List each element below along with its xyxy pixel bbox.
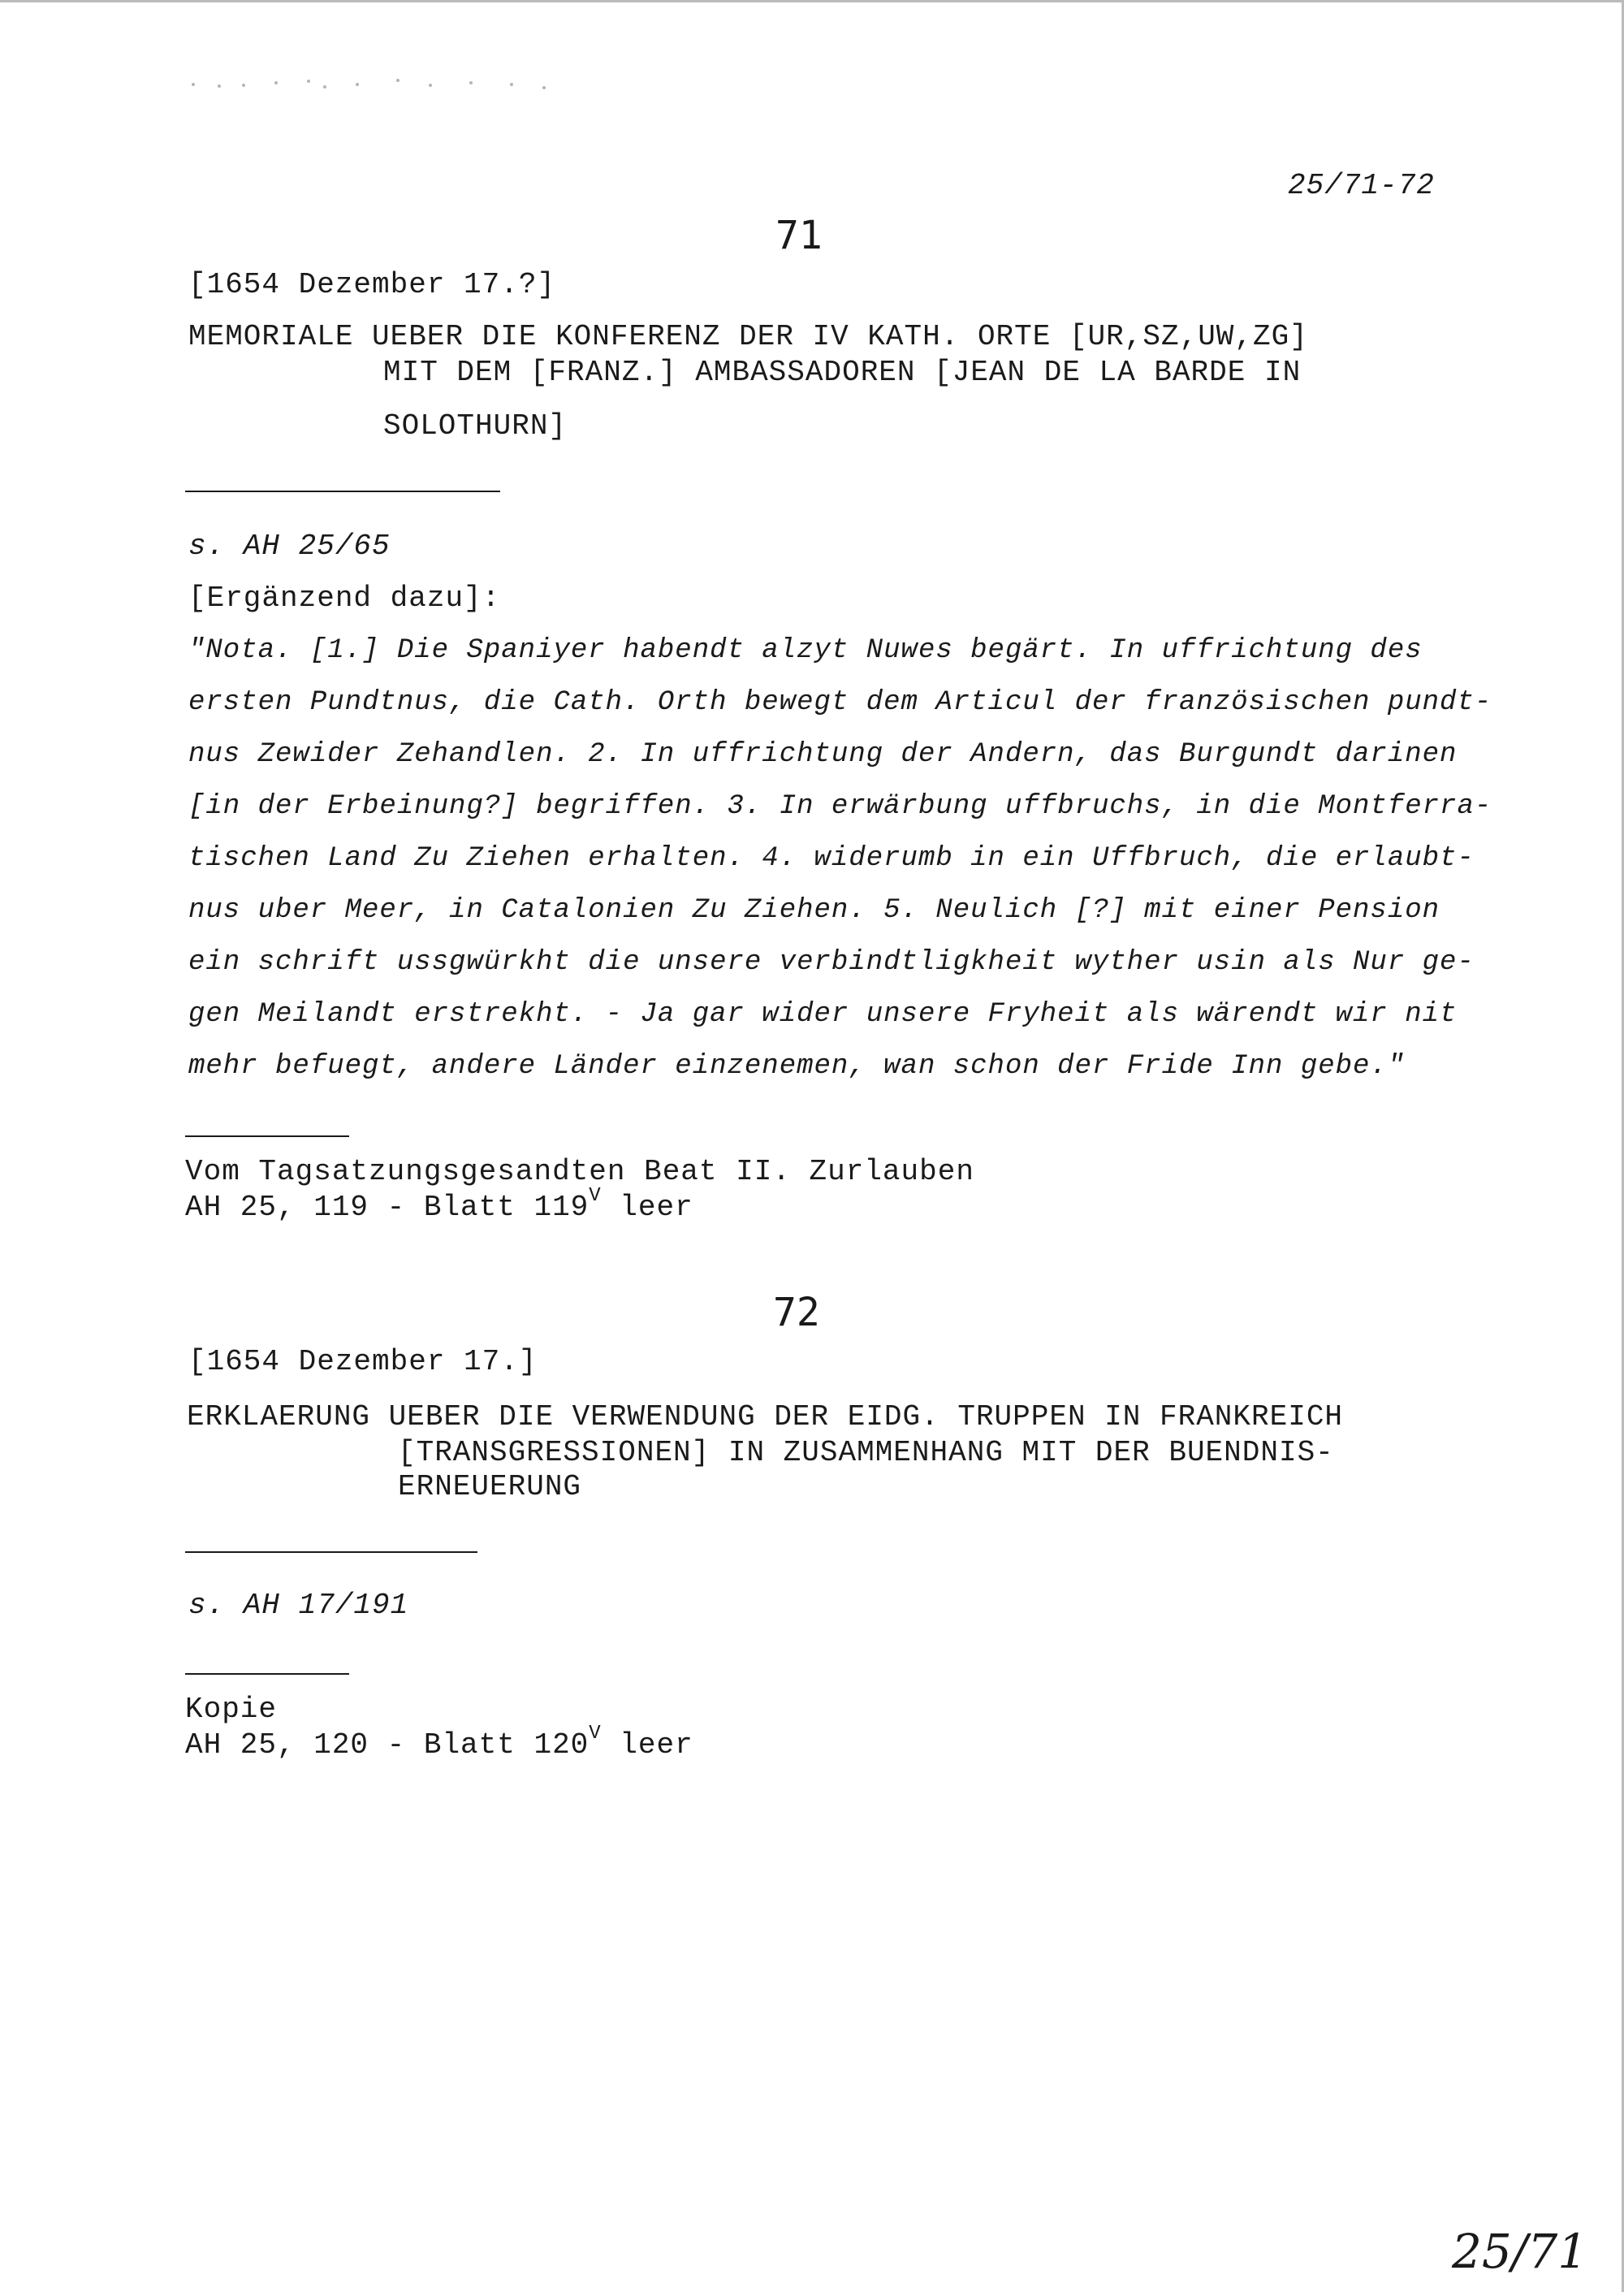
faint-scan-marks bbox=[187, 73, 560, 97]
folio-text: AH 25, 120 - Blatt 120 bbox=[185, 1728, 590, 1762]
entry-title-line: MEMORIALE UEBER DIE KONFERENZ DER IV KATH. ORTE [UR,SZ,UW,ZG] bbox=[188, 320, 1308, 353]
entry-title-line: ERKLAERUNG UEBER DIE VERWENDUNG DER EIDG. TRUPPEN IN FRANKREICH bbox=[187, 1400, 1344, 1434]
folio-suffix: leer bbox=[601, 1728, 693, 1762]
divider-rule bbox=[185, 1551, 477, 1553]
quote-line: ersten Pundtnus, die Cath. Orth bewegt dem Articul der französischen pundt- bbox=[188, 687, 1492, 718]
source-reference: s. AH 17/191 bbox=[188, 1589, 409, 1622]
handwritten-page-mark: 25/71 bbox=[1452, 2224, 1588, 2279]
verso-marker: V bbox=[589, 1723, 602, 1745]
divider-rule bbox=[185, 1135, 349, 1137]
folio-text: AH 25, 119 - Blatt 119 bbox=[185, 1191, 590, 1224]
folio-note bbox=[185, 1723, 693, 1762]
source-reference: s. AH 25/65 bbox=[188, 530, 391, 563]
provenance-note: Kopie bbox=[185, 1693, 278, 1726]
quote-line: ein schrift ussgwürkht die unsere verbindtligkheit wyther usin als Nur ge- bbox=[188, 947, 1475, 978]
quote-line: nus uber Meer, in Catalonien Zu Ziehen. 5. Neulich [?] mit einer Pension bbox=[188, 895, 1440, 926]
entry-title-line: ERNEUERUNG bbox=[398, 1470, 582, 1503]
quote-line: nus Zewider Zehandlen. 2. In uffrichtung der Andern, das Burgundt darinen bbox=[188, 739, 1458, 770]
entry-title-line: MIT DEM [FRANZ.] AMBASSADOREN [JEAN DE LA BARDE IN bbox=[383, 356, 1302, 389]
entry-title-line: SOLOTHURN] bbox=[383, 409, 568, 443]
entry-number-72: 72 bbox=[773, 1290, 820, 1335]
supplement-label: [Ergänzend dazu]: bbox=[188, 582, 501, 615]
quote-line: mehr befuegt, andere Länder einzenemen, wan schon der Fride Inn gebe." bbox=[188, 1051, 1406, 1082]
divider-rule bbox=[185, 491, 500, 492]
entry-date: [1654 Dezember 17.] bbox=[188, 1345, 538, 1378]
scan-edge-top bbox=[0, 0, 1624, 2]
folio-note bbox=[185, 1185, 693, 1224]
entry-title-line: [TRANSGRESSIONEN] IN ZUSAMMENHANG MIT DER BUENDNIS- bbox=[398, 1436, 1334, 1469]
divider-rule bbox=[185, 1673, 349, 1675]
quote-line: tischen Land Zu Ziehen erhalten. 4. widerumb in ein Uffbruch, die erlaubt- bbox=[188, 843, 1475, 874]
entry-number-71: 71 bbox=[775, 213, 823, 258]
archive-reference: 25/71-72 bbox=[1288, 169, 1435, 202]
quote-line: "Nota. [1.] Die Spaniyer habendt alzyt Nuwes begärt. In uffrichtung des bbox=[188, 635, 1423, 666]
provenance-note: Vom Tagsatzungsgesandten Beat II. Zurlauben bbox=[185, 1155, 974, 1188]
entry-date: [1654 Dezember 17.?] bbox=[188, 268, 556, 301]
folio-suffix: leer bbox=[601, 1191, 693, 1224]
quote-line: gen Meilandt erstrekht. - Ja gar wider unsere Fryheit als wärendt wir nit bbox=[188, 999, 1458, 1030]
verso-marker: V bbox=[589, 1185, 602, 1207]
quote-line: [in der Erbeinung?] begriffen. 3. In erwärbung uffbruchs, in die Montferra- bbox=[188, 791, 1492, 822]
